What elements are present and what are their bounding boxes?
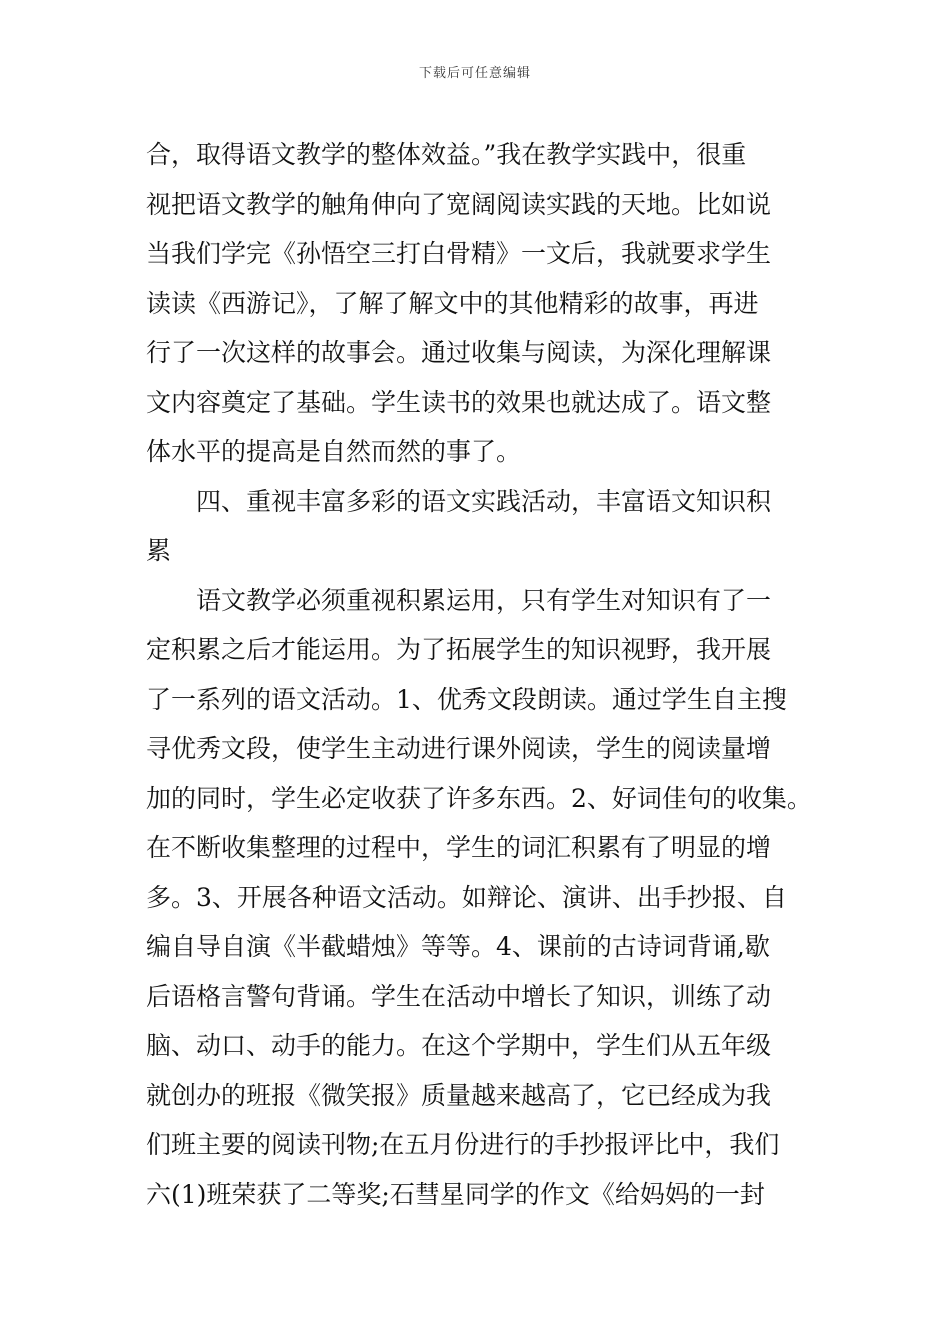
page-header: 下载后可任意编辑 xyxy=(418,66,531,81)
document-body xyxy=(146,130,811,1219)
text-line: 后语格言警句背诵。学生在活动中增长了知识，训练了动 xyxy=(146,981,772,1011)
text-line: 六(1)班荣获了二等奖;石彗星同学的作文《给妈妈的一封 xyxy=(146,1179,765,1209)
text-line: 定积累之后才能运用。为了拓展学生的知识视野，我开展 xyxy=(146,635,772,664)
text-line: 多。3、开展各种语文活动。如辩论、演讲、出手抄报、自 xyxy=(146,882,787,912)
text-line: 合，取得语文教学的整体效益。”我在教学实践中，很重 xyxy=(146,140,747,169)
text-line: 文内容奠定了基础。学生读书的效果也就达成了。语文整 xyxy=(146,387,772,417)
text-line: 视把语文教学的触角伸向了宽阔阅读实践的天地。比如说 xyxy=(146,189,772,219)
text-line: 行了一次这样的故事会。通过收集与阅读，为深化理解课 xyxy=(146,338,772,367)
text-line: 就创办的班报《微笑报》质量越来越高了，它已经成为我 xyxy=(146,1080,772,1110)
section-heading-continued: 累 xyxy=(146,536,172,565)
text-line: 编自导自演《半截蜡烛》等等。4、课前的古诗词背诵,歇 xyxy=(146,932,770,961)
text-line: 了一系列的语文活动。1、优秀文段朗读。通过学生自主搜 xyxy=(146,684,787,714)
text-line: 寻优秀文段，使学生主动进行课外阅读，学生的阅读量增 xyxy=(146,734,772,763)
text-line: 在不断收集整理的过程中，学生的词汇积累有了明显的增 xyxy=(146,833,772,862)
text-line: 当我们学完《孙悟空三打白骨精》一文后，我就要求学生 xyxy=(146,239,772,268)
text-line: 脑、动口、动手的能力。在这个学期中，学生们从五年级 xyxy=(146,1031,772,1060)
section-heading: 四、重视丰富多彩的语文实践活动，丰富语文知识积 xyxy=(196,486,772,516)
text-line: 们班主要的阅读刊物;在五月份进行的手抄报评比中，我们 xyxy=(146,1130,780,1159)
text-line: 加的同时，学生必定收获了许多东西。2、好词佳句的收集。 xyxy=(146,783,812,813)
text-line: 体水平的提高是自然而然的事了。 xyxy=(146,437,522,466)
text-line: 语文教学必须重视积累运用，只有学生对知识有了一 xyxy=(196,585,772,615)
text-line: 读读《西游记》，了解了解文中的其他精彩的故事，再进 xyxy=(146,288,759,318)
